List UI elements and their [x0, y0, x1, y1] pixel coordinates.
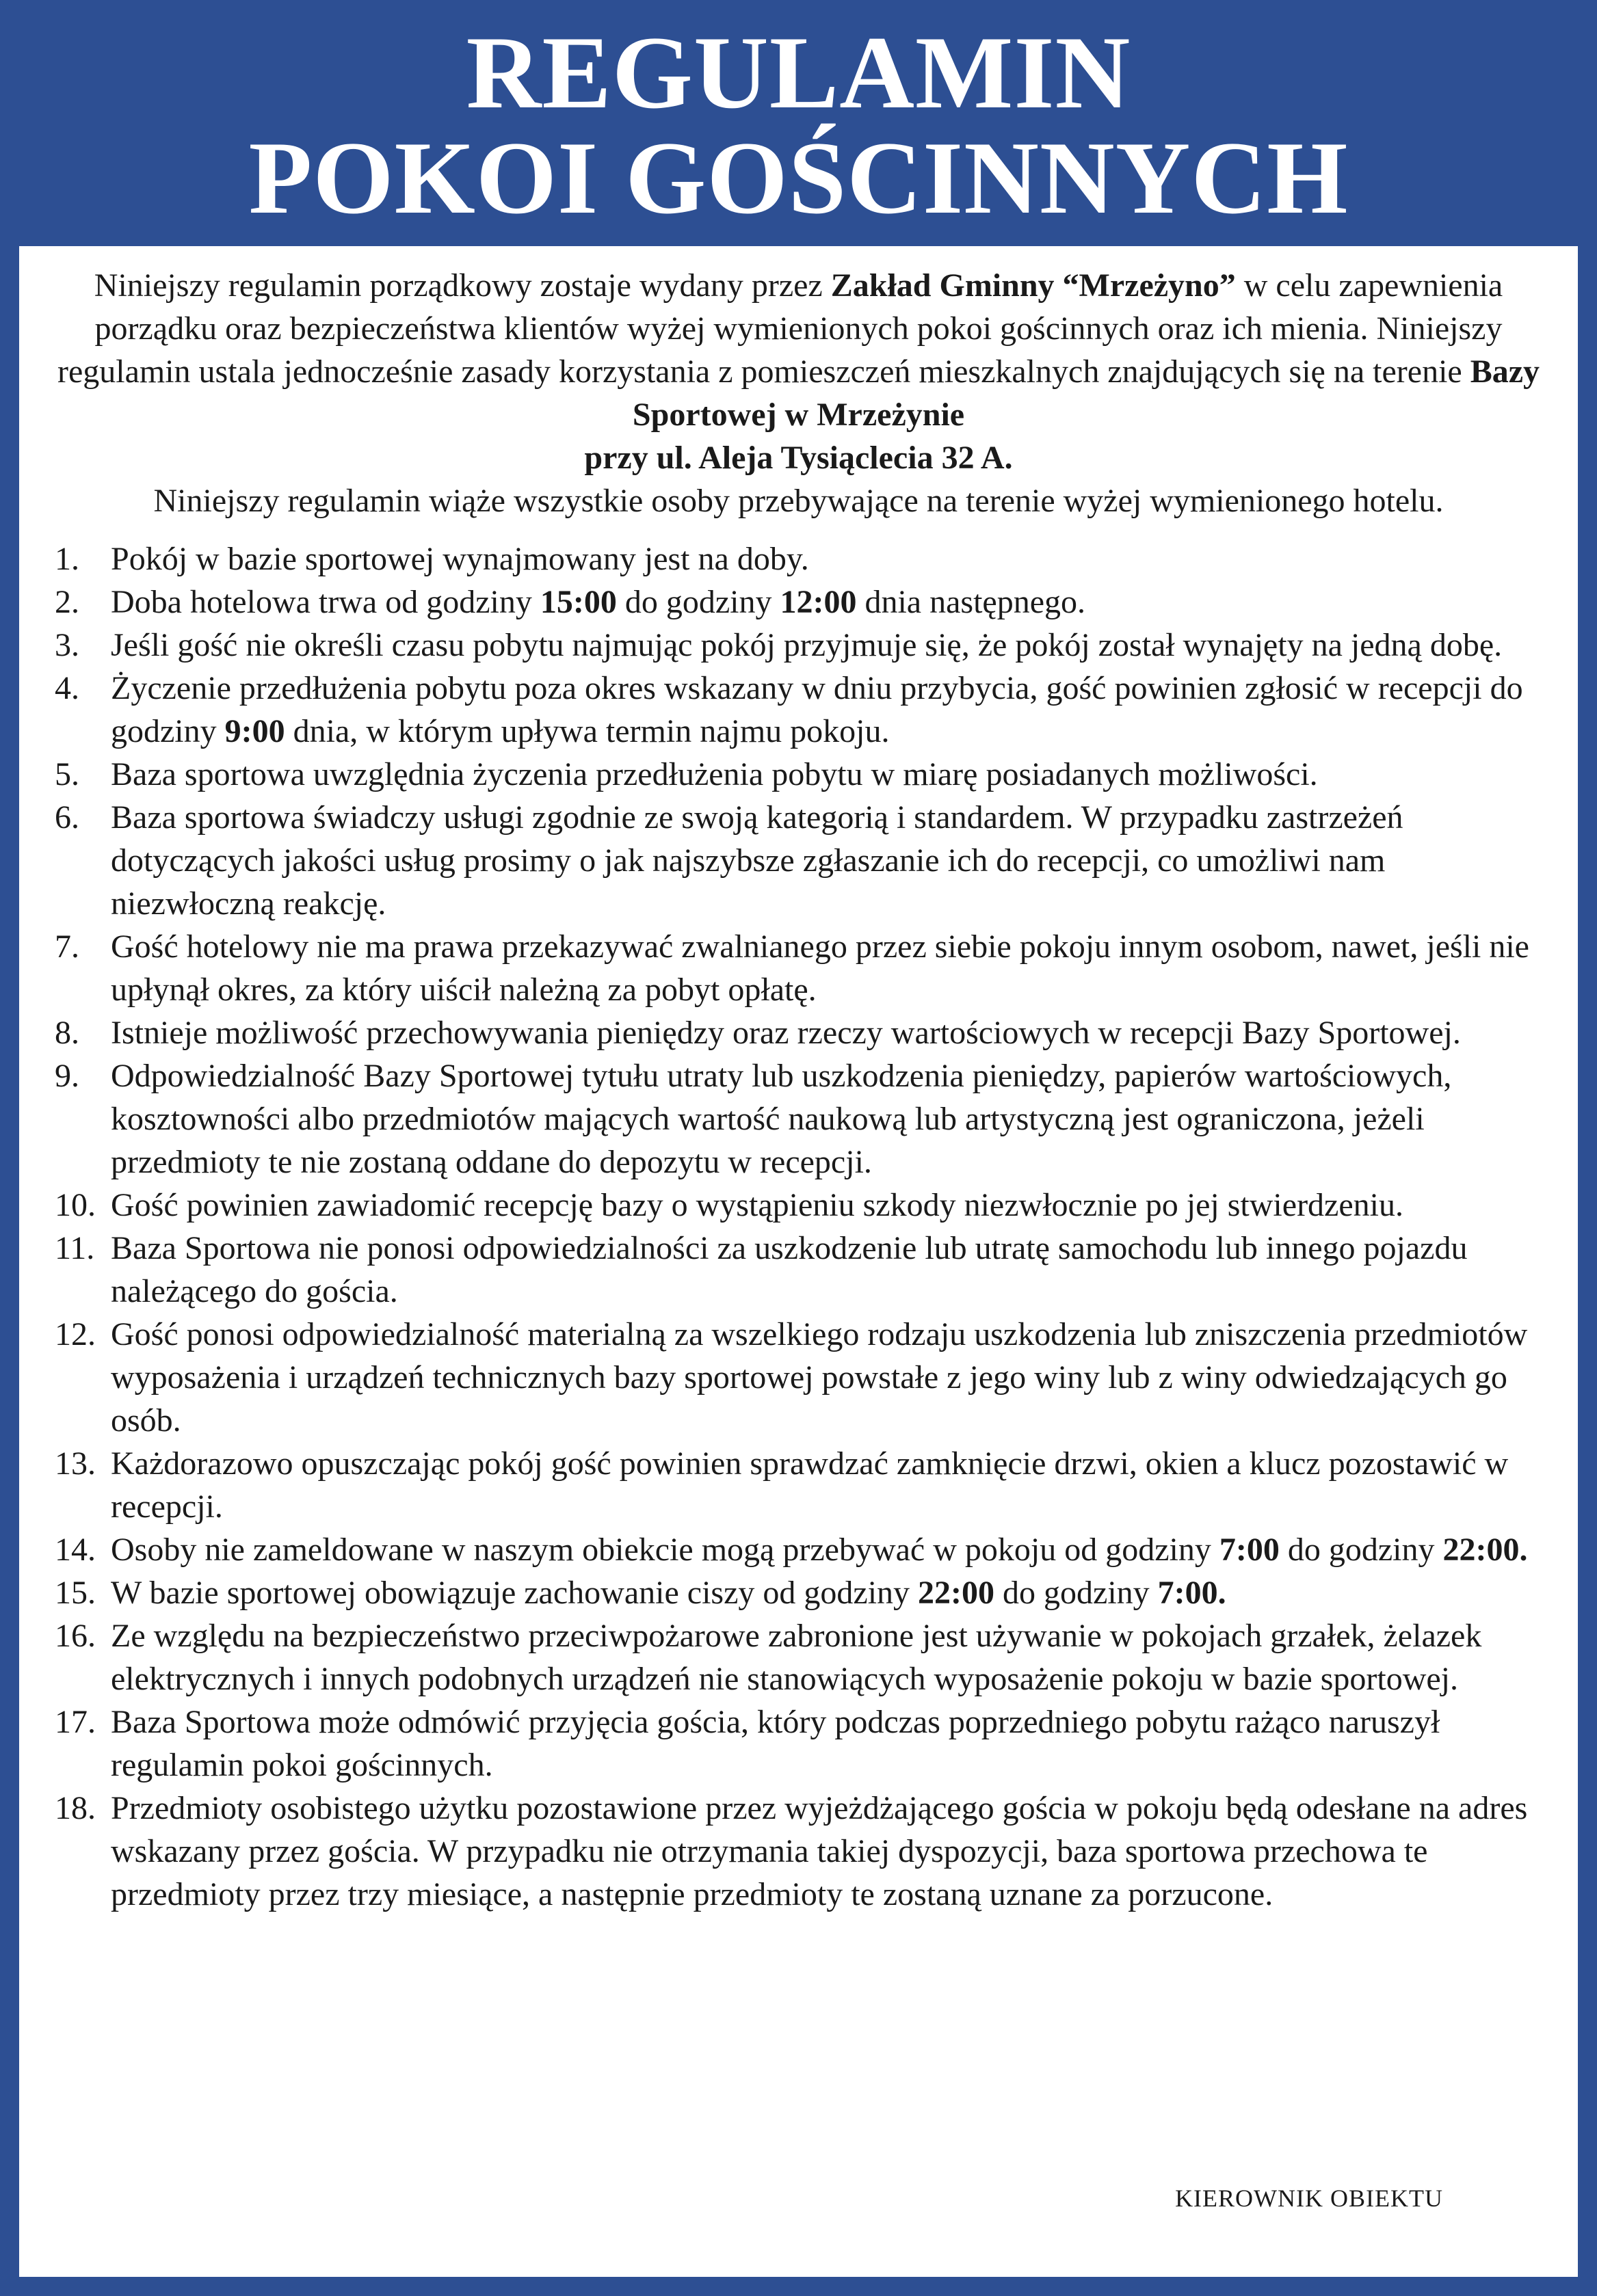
- rule-text: Każdorazowo opuszczając pokój gość powinien sprawdzać zamknięcie drzwi, okien a klucz pozostawić w recepcji.: [111, 1445, 1509, 1525]
- rule-text-a: Życzenie przedłużenia pobytu poza okres wskazany w dniu przybycia, gość powinien zgłosić w recepcji do godziny: [111, 670, 1523, 749]
- rule-number: 10.: [55, 1187, 96, 1223]
- organization-name: Zakład Gminny “Mrzeżyno”: [830, 267, 1236, 304]
- rule-number: 13.: [55, 1445, 96, 1482]
- notice-header: [0, 0, 1597, 246]
- rule-number: 8.: [55, 1015, 79, 1051]
- rule-text: Baza sportowa uwzględnia życzenia przedłużenia pobytu w miarę posiadanych możliwości.: [111, 756, 1318, 792]
- rule-text: Baza sportowa świadczy usługi zgodnie ze swoją kategorią i standardem. W przypadku zastrzeżeń dotyczących jakości usług prosimy o jak najszybsze zgłaszanie ich do recepcji, co umożliwi nam niezwłoczną reakcję.: [111, 799, 1403, 922]
- facility-address: przy ul. Aleja Tysiąclecia 32 A.: [584, 440, 1013, 476]
- rule-text-c: do godziny: [994, 1575, 1158, 1611]
- title-line-2: POKOI GOŚCINNYCH: [248, 120, 1349, 235]
- rule-item: [55, 1442, 1549, 1528]
- rule-text: Baza Sportowa nie ponosi odpowiedzialności za uszkodzenie lub utratę samochodu lub innego pojazdu należącego do gościa.: [111, 1230, 1468, 1309]
- quiet-hours-end: 7:00.: [1157, 1575, 1226, 1611]
- rule-text: [111, 584, 1085, 620]
- check-in-time: 15:00: [540, 584, 617, 620]
- rule-text: [111, 1575, 1226, 1611]
- rule-text-a: Osoby nie zameldowane w naszym obiekcie mogą przebywać w pokoju od godziny: [111, 1532, 1219, 1568]
- rule-text-c: do godziny: [616, 584, 780, 620]
- rule-text-a: Doba hotelowa trwa od godziny: [111, 584, 540, 620]
- rule-item: [55, 1313, 1549, 1442]
- rule-text: [111, 670, 1523, 749]
- rule-number: 9.: [55, 1058, 79, 1094]
- rule-text-a: W bazie sportowej obowiązuje zachowanie ciszy od godziny: [111, 1575, 919, 1611]
- rule-text: Jeśli gość nie określi czasu pobytu najmując pokój przyjmuje się, że pokój został wynajęty na jedną dobę.: [111, 627, 1503, 663]
- intro-scope: Niniejszy regulamin wiąże wszystkie osoby przebywające na terenie wyżej wymienionego hotelu.: [153, 483, 1444, 519]
- extension-deadline: 9:00: [224, 713, 285, 749]
- rule-text: Istnieje możliwość przechowywania pieniędzy oraz rzeczy wartościowych w recepcji Bazy Sportowej.: [111, 1015, 1461, 1051]
- rule-number: 5.: [55, 756, 79, 792]
- rule-number: 4.: [55, 670, 79, 706]
- rule-text-e: dnia następnego.: [856, 584, 1086, 620]
- rule-item: [55, 1700, 1549, 1787]
- rule-text: Gość powinien zawiadomić recepcję bazy o wystąpieniu szkody niezwłocznie po jej stwierdzeniu.: [111, 1187, 1403, 1223]
- intro-text: [41, 264, 1556, 436]
- signature: KIEROWNIK OBIEKTU: [1175, 2185, 1443, 2212]
- rule-item: [55, 925, 1549, 1011]
- rule-text: Gość hotelowy nie ma prawa przekazywać zwalnianego przez siebie pokoju innym osobom, nawet, jeśli nie upłynął okres, za który uiścił należną za pobyt opłatę.: [111, 929, 1529, 1008]
- check-out-time: 12:00: [780, 584, 857, 620]
- rule-text: Gość ponosi odpowiedzialność materialną za wszelkiego rodzaju uszkodzenia lub zniszczenia przedmiotów wyposażenia i urządzeń technicznych bazy sportowej powstałe z jego winy lub z winy odwiedzających go osób.: [111, 1316, 1528, 1439]
- visit-start-time: 7:00: [1219, 1532, 1280, 1568]
- rule-item: [55, 1011, 1549, 1054]
- rule-text: [111, 1532, 1527, 1568]
- rule-number: 12.: [55, 1316, 96, 1352]
- rule-item: [55, 1614, 1549, 1700]
- rule-item: [55, 580, 1549, 624]
- quiet-hours-start: 22:00: [918, 1575, 995, 1611]
- rule-number: 6.: [55, 799, 79, 836]
- rule-text: Pokój w bazie sportowej wynajmowany jest na doby.: [111, 541, 809, 577]
- rule-number: 3.: [55, 627, 79, 663]
- intro-text-c: w celu zapewnienia porządku oraz bezpieczeństwa klientów wyżej wymienionych pokoi gościnnych oraz ich mienia. Niniejszy regulamin ustala jednocześnie zasady korzystania z pomieszczeń mieszkalnych znajdujących się na terenie: [57, 267, 1503, 390]
- rule-item: [55, 1054, 1549, 1184]
- visit-end-time: 22:00.: [1442, 1532, 1528, 1568]
- rule-number: 7.: [55, 929, 79, 965]
- intro-text-a: Niniejszy regulamin porządkowy zostaje wydany przez: [94, 267, 831, 304]
- rule-item: [55, 796, 1549, 925]
- facility-name: Bazy Sportowej w Mrzeżynie: [632, 353, 1540, 433]
- rule-item: [55, 1528, 1549, 1571]
- rule-text-c: dnia, w którym upływa termin najmu pokoju.: [285, 713, 890, 749]
- rule-text: Ze względu na bezpieczeństwo przeciwpożarowe zabronione jest używanie w pokojach grzałek, żelazek elektrycznych i innych podobnych urządzeń nie stanowiących wyposażenie pokoju w bazie sportowej.: [111, 1618, 1482, 1697]
- rule-number: 15.: [55, 1575, 96, 1611]
- rule-number: 17.: [55, 1704, 96, 1740]
- rule-number: 16.: [55, 1618, 96, 1654]
- rule-text: Baza Sportowa może odmówić przyjęcia gościa, który podczas poprzedniego pobytu rażąco naruszył regulamin pokoi gościnnych.: [111, 1704, 1440, 1783]
- rule-item: [55, 667, 1549, 753]
- rule-item: [55, 1787, 1549, 1916]
- rule-number: 2.: [55, 584, 79, 620]
- intro-paragraph: [41, 264, 1556, 522]
- rule-text-c: do godziny: [1279, 1532, 1443, 1568]
- rule-number: 14.: [55, 1532, 96, 1568]
- rule-item: [55, 537, 1549, 580]
- rules-list: [55, 537, 1549, 1916]
- rule-number: 1.: [55, 541, 79, 577]
- rule-number: 11.: [55, 1230, 95, 1266]
- rule-item: [55, 753, 1549, 796]
- rule-text: Przedmioty osobistego użytku pozostawione przez wyjeżdżającego gościa w pokoju będą odesłane na adres wskazany przez gościa. W przypadku nie otrzymania takiej dyspozycji, baza sportowa przechowa te przedmioty przez trzy miesiące, a następnie przedmioty te zostaną uznane za porzucone.: [111, 1790, 1528, 1912]
- rule-item: [55, 1571, 1549, 1614]
- rule-number: 18.: [55, 1790, 96, 1826]
- rule-item: [55, 1227, 1549, 1313]
- title-line-1: REGULAMIN: [466, 15, 1131, 130]
- rule-text: Odpowiedzialność Bazy Sportowej tytułu utraty lub uszkodzenia pieniędzy, papierów wartościowych, kosztowności albo przedmiotów mających wartość naukową lub artystyczną jest ograniczona, jeżeli przedmioty te nie zostaną oddane do depozytu w recepcji.: [111, 1058, 1452, 1180]
- rule-item: [55, 1184, 1549, 1227]
- rule-item: [55, 624, 1549, 667]
